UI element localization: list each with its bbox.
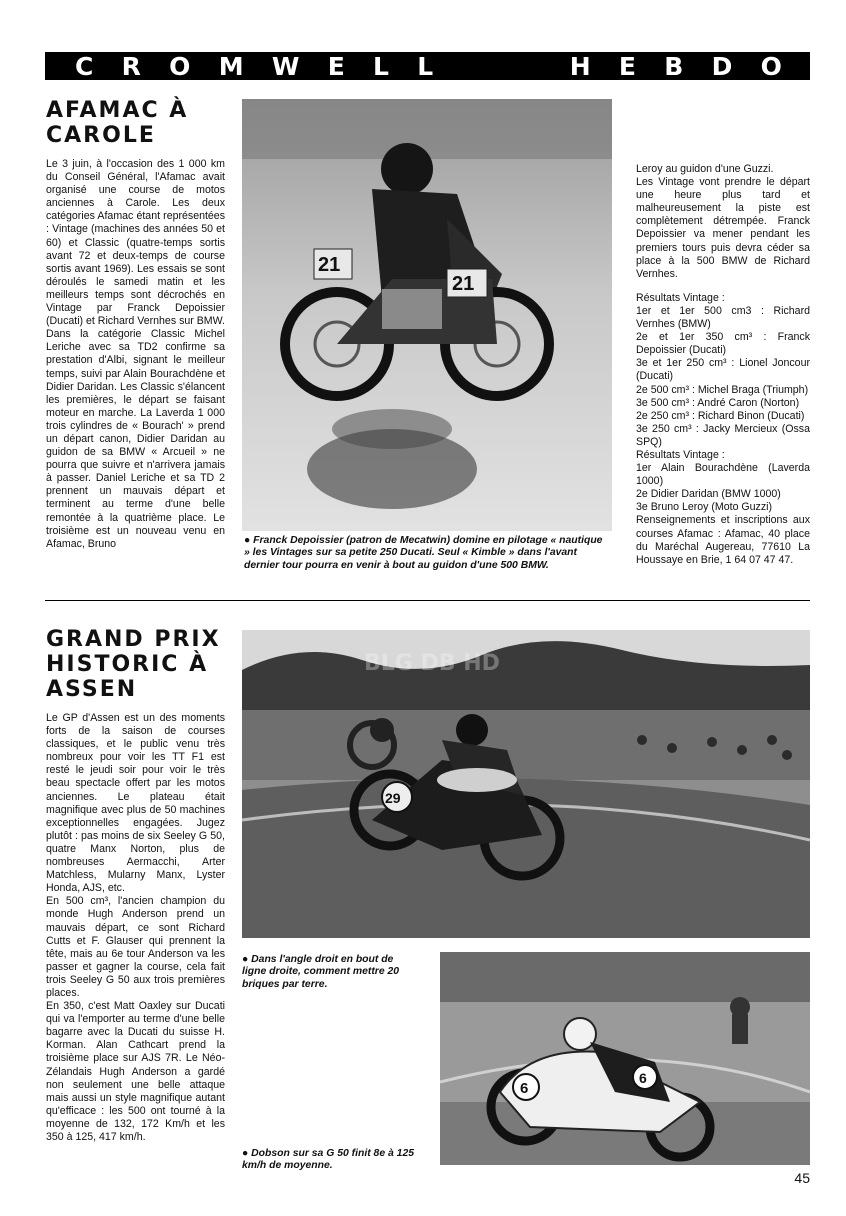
result-line: Résultats Vintage : bbox=[636, 291, 725, 304]
article2-column-1 bbox=[46, 712, 225, 1144]
masthead-letter: O bbox=[760, 51, 782, 81]
masthead-letter: L bbox=[417, 51, 434, 81]
article1-paragraph: Le 3 juin, à l'occasion des 1 000 km du Conseil Général, l'Afamac avait organisé une course de motos anciennes à Carole. Les deux catégories Afamac étant représentées : Vintage (machines des années 50 et 60) et Classic (quatre-temps sortis avant 72 et deux-temps de course sortis avant 1969). Les essais se sont déroulés le samedi matin et les meilleurs temps sont décrochés en Vintage par Franck Depoissier (Ducati) et Richard Vernhes sur BMW. bbox=[46, 158, 225, 328]
article2-paragraph: En 350, c'est Matt Oaxley sur Ducati qui va l'emporter au terme d'une belle bagarre avec la Ducati du suisse H. Korman. Alan Cathcart prend la troisième place sur AJS 7R. Le Néo-Zélandais Hugh Anderson a gardé non seulement une belle attaque mais aussi un style magnifique autant qu'efficace : les 500 ont tourné à la moyenne de 132, 172 Km/h et les 350 à 125, 417 km/h. bbox=[46, 1000, 225, 1143]
photo-assen-corner bbox=[242, 630, 810, 938]
masthead-letter: O bbox=[169, 51, 191, 81]
article2-title-line: ASSEN bbox=[46, 677, 138, 702]
masthead-letter: R bbox=[121, 51, 141, 81]
result-line: Renseignements et inscriptions aux courses Afamac : Afamac, 40 place du Maréchal Augereau, 77610 La Houssaye en Brie, 1 64 07 47 47. bbox=[636, 514, 810, 566]
article2-title-line: HISTORIC À bbox=[46, 652, 209, 677]
result-line: 1er et 1er 500 cm3 : Richard Vernhes (BMW) bbox=[636, 304, 810, 331]
article2-paragraph: Le GP d'Assen est un des moments forts de la saison de courses classiques, et le public venu très nombreux pour voir les TT F1 est resté le jeudi soir pour voir le très beau spectacle offert par les motos anciennes. Le plateau était magnifique avec plus de 50 machines exceptionnelles engagées. Jugez plutôt : pas moins de six Seeley G 50, quatre Manx Norton, plus de nombreuses Aermacchi, Arter Matchless, Mularny Manx, Lyster Honda, AJS, etc. bbox=[46, 712, 225, 895]
article2-paragraph: En 500 cm³, l'ancien champion du monde Hugh Anderson prend un mauvais départ, ce sont Richard Cutts et F. Glauser qui prennent la tête, mais au 6e tour Anderson va les passer et gagner la course, cela fait trois Seeley G 50 aux trois premières places. bbox=[46, 895, 225, 999]
page-number: 45 bbox=[794, 1170, 810, 1186]
article1-paragraph: Les Vintage vont prendre le départ une heure plus tard et malheureusement la piste est complètement détrempée. Franck Depoissier va mener pendant les premiers tours puis devra céder sa place à la 500 BMW de Richard Vernhes. bbox=[636, 176, 810, 280]
masthead-letter: C bbox=[75, 51, 94, 81]
section-divider bbox=[45, 600, 810, 601]
photo-dobson-g50 bbox=[440, 952, 810, 1165]
plate-number: 6 bbox=[639, 1070, 647, 1086]
result-line: 2e Didier Daridan (BMW 1000) bbox=[636, 488, 781, 501]
masthead-banner bbox=[45, 52, 810, 80]
masthead-letter: L bbox=[373, 51, 389, 81]
article2-title-line: GRAND PRIX bbox=[46, 627, 221, 652]
photo-rain-racer bbox=[242, 99, 612, 531]
article1-paragraph: Dans la catégorie Classic Michel Leriche avec sa TD2 confirme sa prestation d'Albi, signant le meilleur temps, suivi par Alain Bourachdène et Didier Daridan. Les Classic s'élancent les premières, le départ se faisant moteur en marche. La Laverda 1 000 trois cylindres de « Bourach' » prend un départ canon, Didier Daridan au guidon de sa BMW « Arcueil » ne pourra que suivre et n'arrivera jamais à passer. Daniel Leriche et sa TD 2 prennent un mauvais départ et terminent au terme d'une belle remontée à la quatrième place. Le troisième est un nouveau venu en Afamac, Bruno bbox=[46, 328, 225, 550]
plate-number: 21 bbox=[318, 254, 341, 276]
article2-caption-1: ● Dans l'angle droit en bout de ligne droite, comment mettre 20 briques par terre. bbox=[242, 954, 400, 990]
result-line: 1er Alain Bourachdène (Laverda 1000) bbox=[636, 462, 810, 488]
masthead-letter: B bbox=[664, 51, 684, 81]
article1-title-line: CAROLE bbox=[46, 123, 156, 148]
result-line: Résultats Vintage : bbox=[636, 448, 725, 461]
masthead-letter: E bbox=[618, 51, 636, 81]
article1-photo-caption: ● Franck Depoissier (patron de Mecatwin) domine en pilotage « nautique » les Vintages sur sa petite 250 Ducati. Seul « Kimble » dans l'avant dernier tour pourra en venir à bout au guidon d'une 500 BMW. bbox=[244, 535, 603, 571]
plate-number: 21 bbox=[452, 273, 475, 295]
result-line: 3e Bruno Leroy (Moto Guzzi) bbox=[636, 501, 773, 514]
article1-column-3 bbox=[636, 163, 810, 567]
article2-title bbox=[46, 627, 221, 702]
result-line: 2e 500 cm³ : Michel Braga (Triumph) bbox=[636, 383, 809, 396]
watermark: BLG DB HD bbox=[364, 651, 500, 676]
masthead-letter: M bbox=[218, 51, 244, 81]
article1-paragraph: Leroy au guidon d'une Guzzi. bbox=[636, 163, 774, 175]
result-line: 3e et 1er 250 cm³ : Lionel Joncour (Ducati) bbox=[636, 357, 810, 383]
article1-title bbox=[46, 98, 188, 148]
plate-number: 6 bbox=[520, 1080, 529, 1097]
article1-column-1 bbox=[46, 158, 225, 551]
masthead-letter: W bbox=[271, 51, 300, 81]
masthead-letter: H bbox=[569, 51, 591, 81]
masthead-letter: D bbox=[711, 51, 733, 81]
plate-number: 29 bbox=[385, 790, 401, 806]
result-line: 3e 500 cm³ : André Caron (Norton) bbox=[636, 396, 800, 409]
result-line: 2e 250 cm³ : Richard Binon (Ducati) bbox=[636, 409, 805, 422]
article2-caption-2: ● Dobson sur sa G 50 finit 8e à 125 km/h de moyenne. bbox=[242, 1148, 415, 1172]
article1-title-line: AFAMAC À bbox=[46, 98, 189, 123]
spacer bbox=[636, 281, 810, 292]
result-line: 3e 250 cm³ : Jacky Mercieux (Ossa SPQ) bbox=[636, 422, 810, 448]
result-line: 2e et 1er 350 cm³ : Franck Depoissier (Ducati) bbox=[636, 331, 810, 357]
masthead-letter: E bbox=[327, 51, 345, 81]
